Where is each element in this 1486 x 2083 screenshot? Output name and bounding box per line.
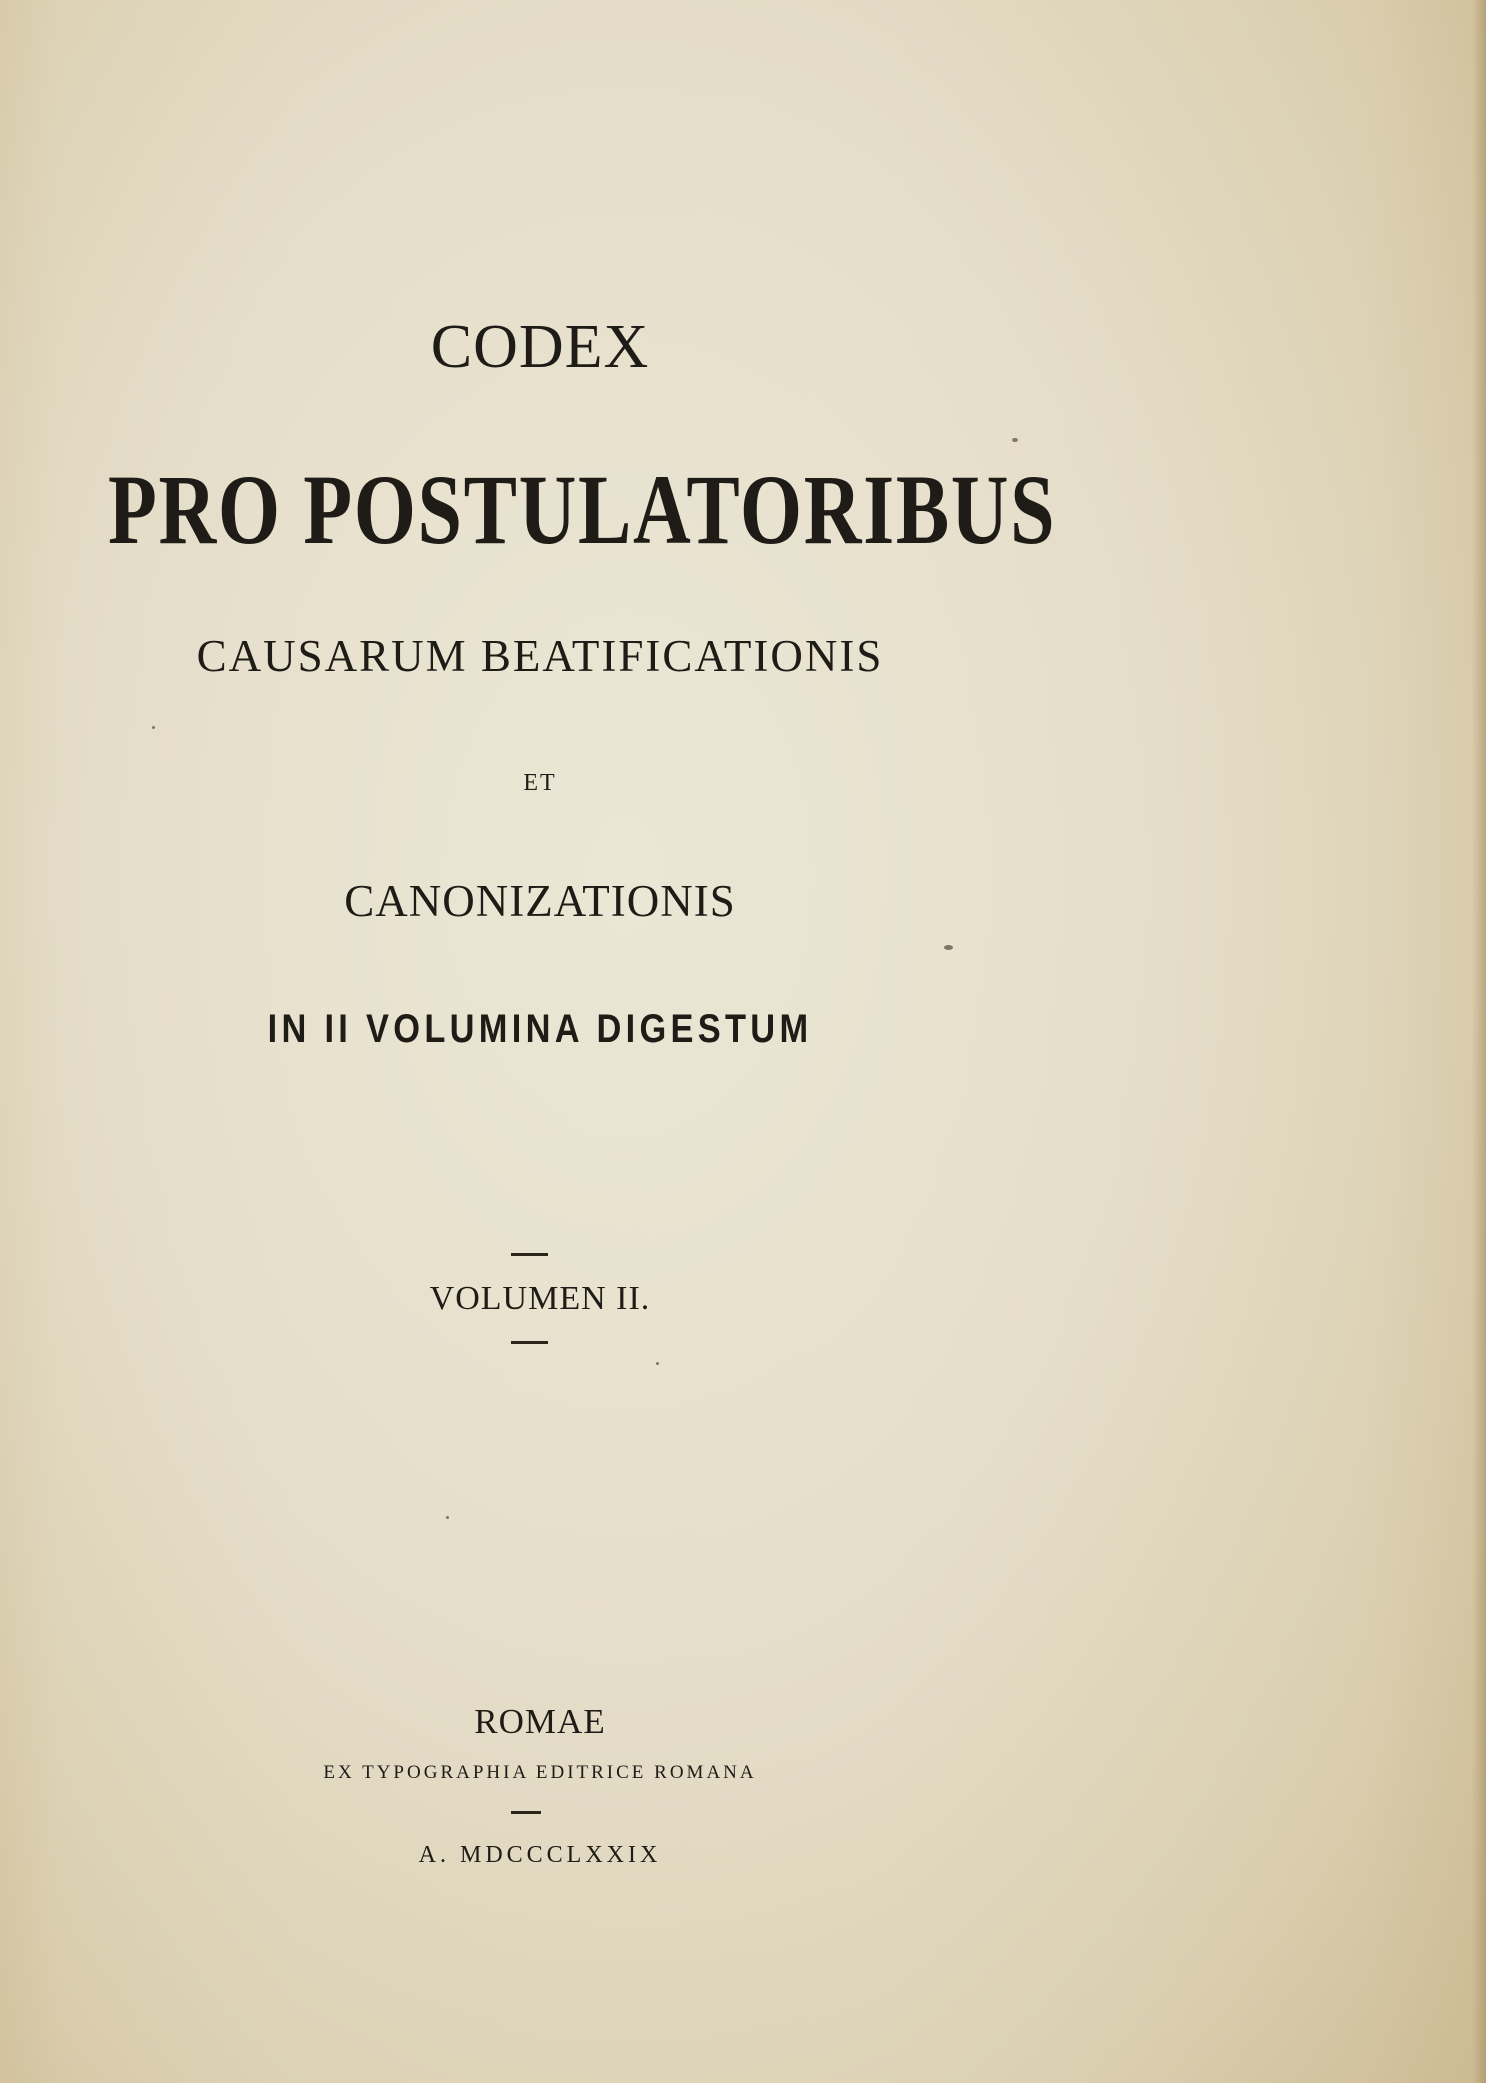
digest-note: IN II VOLUMINA DIGESTUM: [267, 1007, 813, 1051]
codex-heading: CODEX: [430, 313, 650, 381]
volume-label: VOLUMEN II.: [429, 1280, 651, 1317]
paper-speck: [446, 1516, 449, 1519]
subtitle-canonizationis: CANONIZATIONIS: [344, 876, 736, 926]
imprint-place: ROMAE: [474, 1702, 606, 1741]
main-title: PRO POSTULATORIBUS: [108, 454, 1057, 565]
paper-speck: [1012, 438, 1018, 442]
paper-speck: [656, 1362, 659, 1365]
divider-above-volume: [511, 1253, 548, 1256]
conjunction-et: ET: [523, 770, 557, 796]
divider-below-volume: [511, 1341, 548, 1344]
subtitle-beatificationis: CAUSARUM BEATIFICATIONIS: [196, 631, 884, 681]
paper-speck: [944, 945, 953, 950]
imprint-printer: EX TYPOGRAPHIA EDITRICE ROMANA: [323, 1762, 757, 1783]
imprint-year: A. MDCCCLXXIX: [418, 1842, 662, 1868]
page-edge: [1472, 0, 1486, 2083]
divider-imprint: [511, 1811, 541, 1814]
paper-speck: [152, 726, 155, 729]
